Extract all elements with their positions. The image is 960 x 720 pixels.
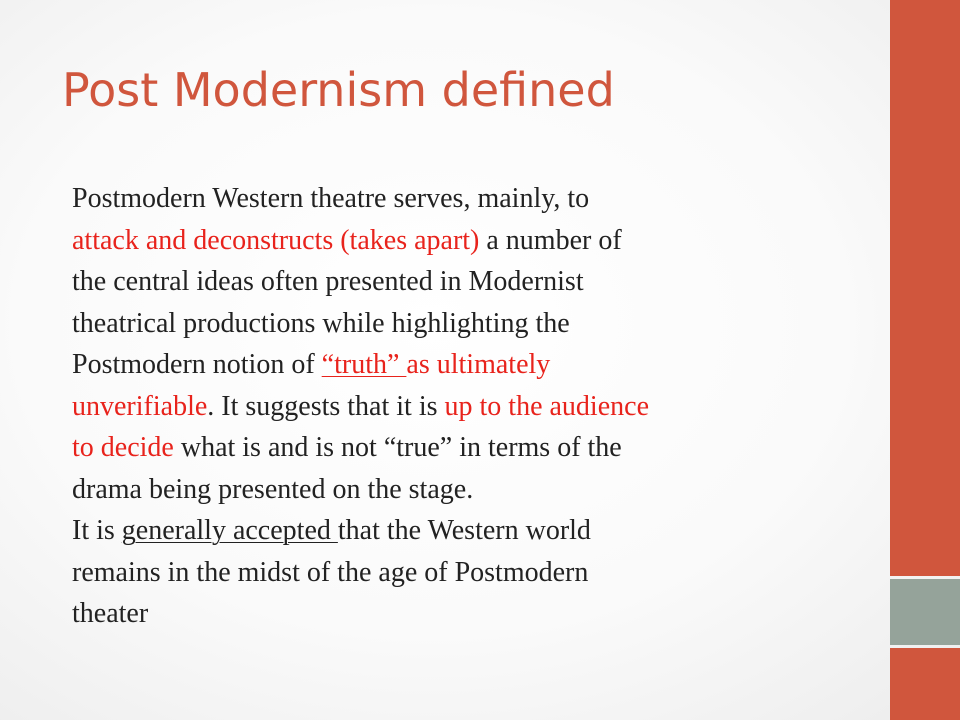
text: what is and is not “true” in terms of the (180, 432, 622, 463)
text: that the Western world (337, 515, 591, 546)
text: a number of (486, 224, 622, 256)
text: . It suggests that it is (207, 390, 438, 422)
slide-body (72, 178, 852, 635)
text: theatrical productions while highlighting the (72, 307, 570, 339)
slide-title: Post Modernism defined (62, 63, 615, 117)
highlight-text: up to the audience (444, 390, 649, 422)
text: It is (72, 515, 115, 546)
text: Postmodern Western theatre serves, mainly, to (72, 183, 590, 214)
highlight-text: to decide (72, 432, 174, 463)
text: Postmodern notion of (72, 349, 315, 380)
paragraph-2 (72, 510, 852, 635)
text: theater (72, 598, 149, 629)
text: remains in the midst of the age of Postmodern (72, 556, 589, 588)
highlight-text: attack and deconstructs (takes apart) (72, 224, 480, 256)
text: drama being presented on the stage. (72, 473, 474, 505)
highlight-text: unverifiable (72, 390, 208, 422)
sidebar-accent-top (890, 0, 960, 576)
highlight-text: as ultimately (406, 349, 551, 380)
sidebar-accent-middle (890, 579, 960, 645)
paragraph-1 (72, 178, 852, 510)
sidebar-accent-bottom (890, 648, 960, 720)
underlined-text: generally accepted (121, 515, 338, 546)
text: the central ideas often presented in Modernist (72, 266, 584, 297)
truth-highlight: “truth” (321, 349, 407, 380)
